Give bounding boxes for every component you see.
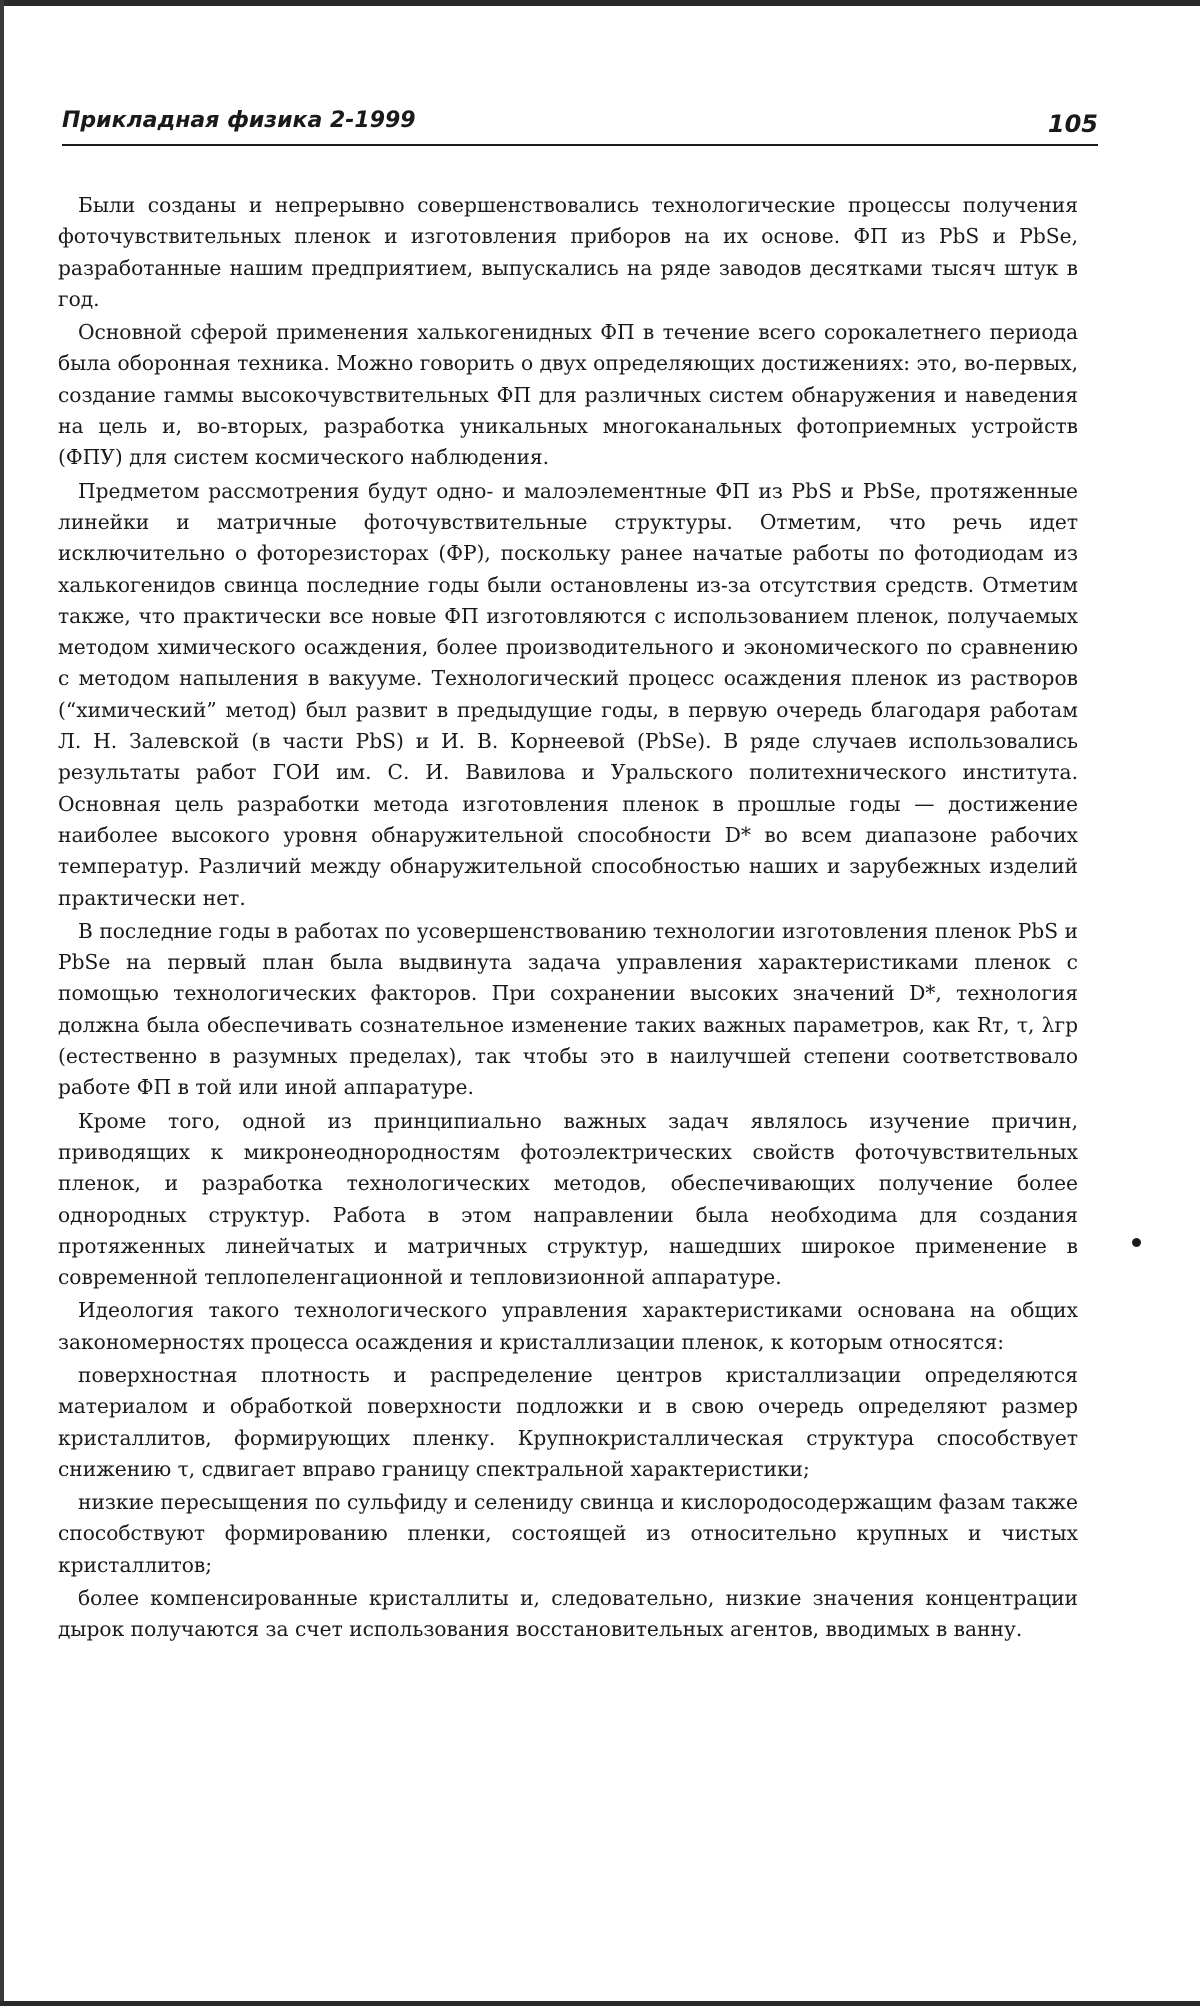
list-paragraph: более компенсированные кристаллиты и, следовательно, низкие значения концентрации дырок получаются за счет использования восстановительных агентов, вводимых в ванну. bbox=[58, 1586, 1078, 1642]
article-body bbox=[58, 190, 1078, 1648]
paragraph: Были созданы и непрерывно совершенствовались технологические процессы получения фоточувствительных пленок и изготовления приборов на их основе. ФП из PbS и PbSe, разработанные нашим предприятием, выпускались на ряде заводов десятками тысяч штук в год. bbox=[58, 193, 1078, 311]
page-number: 105 bbox=[1047, 110, 1098, 138]
scan-edge-left bbox=[0, 0, 4, 2006]
paragraph: Основной сферой применения халькогенидных ФП в течение всего сорокалетнего периода была оборонная техника. Можно говорить о двух определяющих достижениях: это, во-первых, создание гаммы высокочувствительных ФП для различных систем обнаружения и наведения на цель и, во-вторых, разработка уникальных многоканальных фотоприемных устройств (ФПУ) для систем космического наблюдения. bbox=[58, 320, 1078, 470]
margin-mark bbox=[1132, 1238, 1141, 1247]
list-paragraph: поверхностная плотность и распределение центров кристаллизации определяются материалом и обработкой поверхности подложки и в свою очередь определяют размер кристаллитов, формирующих пленку. Крупнокристаллическая структура способствует снижению τ, сдвигает вправо границу спектральной характеристики; bbox=[58, 1362, 1078, 1481]
list-paragraph: низкие пересыщения по сульфиду и селениду свинца и кислородосодержащим фазам также способствуют формированию пленки, состоящей из относительно крупных и чистых кристаллитов; bbox=[58, 1490, 1078, 1577]
running-header bbox=[62, 104, 1098, 146]
paragraph: В последние годы в работах по усовершенствованию технологии изготовления пленок PbS и PbSe на первый план была выдвинута задача управления характеристиками пленок с помощью технологических факторов. При сохранении высоких значений D*, технология должна была обеспечивать сознательное изменение таких важных параметров, как Rт, τ, λгр (естественно в разумных пределах), так чтобы это в наилучшей степени соответствовало работе ФП в той или иной аппаратуре. bbox=[58, 918, 1078, 1100]
paragraph: Кроме того, одной из принципиально важных задач являлось изучение причин, приводящих к микронеоднородностям фотоэлектрических свойств фоточувствительных пленок, и разработка технологических методов, обеспечивающих получение более однородных структур. Работа в этом направлении была необходима для создания протяженных линейчатых и матричных структур, нашедших широкое применение в современной теплопеленгационной и тепловизионной аппаратуре. bbox=[58, 1108, 1078, 1290]
scan-edge-top bbox=[0, 0, 1200, 6]
paragraph: Идеология такого технологического управления характеристиками основана на общих закономерностях процесса осаждения и кристаллизации пленок, к которым относятся: bbox=[58, 1298, 1078, 1354]
journal-title: Прикладная физика 2-1999 bbox=[62, 108, 416, 133]
paragraph: Предметом рассмотрения будут одно- и малоэлементные ФП из PbS и PbSe, протяженные линейки и матричные фоточувствительные структуры. Отметим, что речь идет исключительно о фоторезисторах (ФР), поскольку ранее начатые работы по фотодиодам из халькогенидов свинца последние годы были остановлены из-за отсутствия средств. Отметим также, что практически все новые ФП изготовляются с использованием пленок, получаемых методом химического осаждения, более производительного и экономического по сравнению с методом напыления в вакууме. Технологический процесс осаждения пленок из растворов (“химический” метод) был развит в предыдущие годы, в первую очередь благодаря работам Л. Н. Залевской (в части PbS) и И. В. Корнеевой (PbSe). В ряде случаев использовались результаты работ ГОИ им. С. И. Вавилова и Уральского политехнического института. Основная цель разработки метода изготовления пленок в прошлые годы — достижение наиболее высокого уровня обнаружительной способности D* во всем диапазоне рабочих температур. Различий между обнаружительной способностью наших и зарубежных изделий практически нет. bbox=[58, 478, 1078, 910]
scan-edge-bottom bbox=[0, 2001, 1200, 2006]
